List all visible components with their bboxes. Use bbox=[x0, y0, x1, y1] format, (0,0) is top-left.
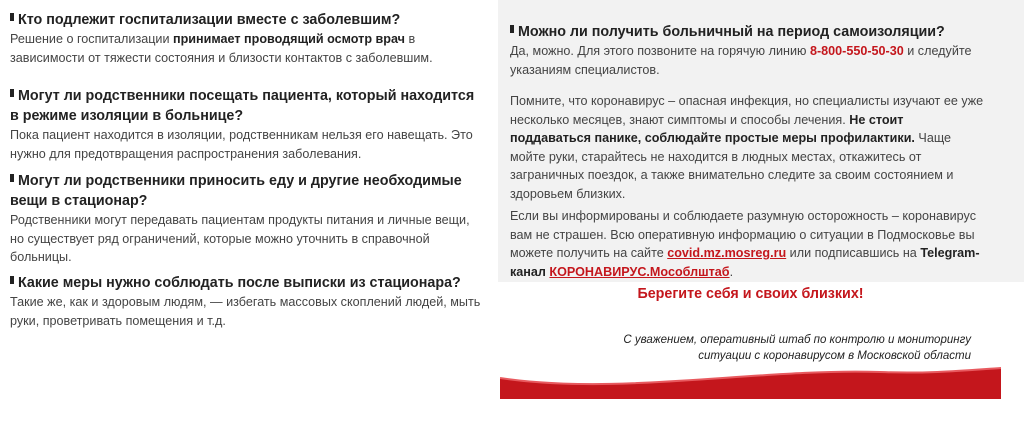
telegram-label: Telegram-канал bbox=[510, 246, 980, 279]
right-info-box bbox=[498, 0, 1024, 282]
faq-question-text: Могут ли родственники посещать пациента, который находится в режиме изоляции в больнице? bbox=[10, 88, 475, 124]
advice-bold-text: Не стоит поддаваться панике, соблюдайте простые меры профилактики. bbox=[510, 112, 915, 145]
faq-question-text: Могут ли родственники приносить еду и другие необходимые вещи в стационар? bbox=[10, 173, 462, 209]
faq-answer: Такие же, как и здоровым людям, — избегать массовых скоплений людей, мыть руки, проветривать помещения и т.д. bbox=[10, 295, 481, 328]
faq-answer: Пока пациент находится в изоляции, родственникам нельзя его навещать. Это нужно для предотвращения распространения заболевания. bbox=[10, 128, 473, 161]
advice-paragraph bbox=[510, 92, 986, 203]
info-sources-paragraph bbox=[510, 207, 986, 281]
faq-question bbox=[10, 86, 485, 126]
faq-question-text: Какие меры нужно соблюдать после выписки из стационара? bbox=[18, 275, 461, 291]
faq-item-hospitalization bbox=[10, 10, 485, 67]
faq-item-discharge bbox=[10, 273, 485, 330]
faq-question bbox=[510, 22, 986, 42]
signature-line-1: С уважением, оперативный штаб по контролю и мониторингу bbox=[623, 334, 971, 346]
bullet-marker-icon bbox=[10, 174, 14, 182]
advice-text-part: Помните, что коронавирус – опасная инфекция, но специалисты изучают ее уже несколько месяцев, знают симптомы и способы лечения. bbox=[510, 94, 984, 127]
covid-site-link[interactable]: covid.mz.mosreg.ru bbox=[667, 246, 787, 260]
faq-question bbox=[10, 273, 485, 293]
answer-text: в зависимости от тяжести состояния и близости контактов с заболевшим. bbox=[10, 32, 433, 65]
advice-text bbox=[510, 92, 986, 203]
sick-leave-section bbox=[510, 22, 986, 79]
faq-item-food bbox=[10, 171, 485, 267]
info-text-part: или подписавшись на bbox=[786, 246, 921, 260]
faq-item-visiting bbox=[10, 86, 485, 163]
info-sources-text bbox=[510, 207, 986, 281]
bullet-marker-icon bbox=[510, 25, 514, 33]
telegram-channel-link[interactable]: КОРОНАВИРУС.Мособлштаб bbox=[549, 264, 730, 279]
faq-question-text: Можно ли получить больничный на период самоизоляции? bbox=[518, 24, 945, 40]
faq-answer bbox=[510, 42, 986, 79]
advice-text-part: Чаще мойте руки, старайтесь не находится в людных местах, откажитесь от заграничных поездок, а также внимательно следите за своим состоянием и здоровьем близких. bbox=[510, 131, 954, 201]
faq-answer: Родственники могут передавать пациентам продукты питания и личные вещи, но существует ряд ограничений, которые можно уточнить в справочной больницы. bbox=[10, 213, 470, 264]
signature bbox=[571, 332, 971, 364]
faq-question-text: Кто подлежит госпитализации вместе с заболевшим? bbox=[18, 12, 401, 28]
answer-text: Решение о госпитализации bbox=[10, 32, 173, 46]
closing-box bbox=[500, 282, 1001, 399]
bullet-marker-icon bbox=[10, 276, 14, 284]
answer-text: и следуйте указаниям специалистов. bbox=[510, 44, 972, 77]
answer-bold-text: принимает проводящий осмотр врач bbox=[173, 32, 405, 46]
red-wave-decoration bbox=[500, 366, 1001, 399]
care-slogan: Берегите себя и своих близких! bbox=[637, 286, 864, 302]
bullet-marker-icon bbox=[10, 89, 14, 97]
faq-question bbox=[10, 10, 485, 30]
bullet-marker-icon bbox=[10, 13, 14, 21]
signature-line-2: ситуации с коронавирусом в Московской области bbox=[698, 350, 971, 362]
right-info-panel bbox=[498, 0, 1024, 431]
left-faq-panel bbox=[0, 0, 498, 431]
info-text-part: . bbox=[729, 264, 734, 279]
faq-question bbox=[10, 171, 485, 211]
answer-text: Да, можно. Для этого позвоните на горячую линию bbox=[510, 44, 810, 58]
faq-answer bbox=[10, 30, 485, 67]
info-text-part: Если вы информированы и соблюдаете разумную осторожность – коронавирус вам не страшен. Всю оперативную информацию о ситуации в Подмосковье вы можете получить на сайте bbox=[510, 209, 976, 260]
hotline-phone: 8-800-550-50-30 bbox=[809, 44, 904, 58]
